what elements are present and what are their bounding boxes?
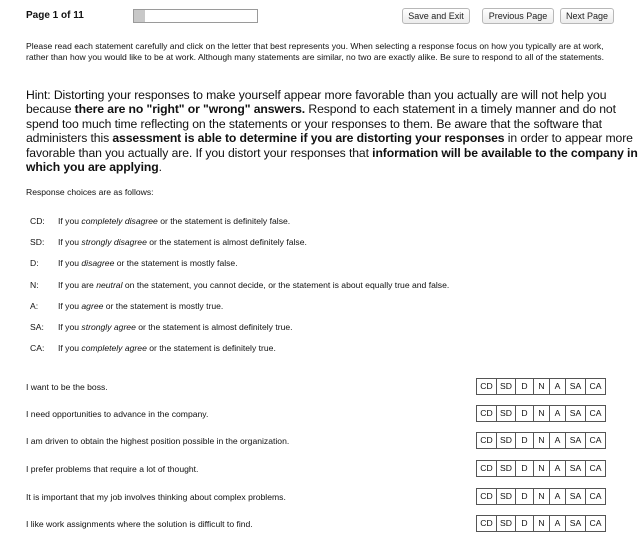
response-option-n[interactable]: N bbox=[534, 461, 550, 476]
choice-emphasis: disagree bbox=[81, 258, 115, 268]
hint-part-2: Respond to each statement in a timely manner and do not spend too much time reflecting on the statements or your responses to them. Be aware that the software that administers this bbox=[26, 102, 616, 146]
response-option-a[interactable]: A bbox=[550, 379, 566, 394]
response-option-cd[interactable]: CD bbox=[477, 516, 497, 531]
choice-n bbox=[30, 280, 449, 290]
choice-emphasis: completely disagree bbox=[81, 216, 158, 226]
response-option-sa[interactable]: SA bbox=[566, 461, 586, 476]
response-option-sa[interactable]: SA bbox=[566, 433, 586, 448]
response-scale bbox=[476, 515, 606, 532]
response-option-sa[interactable]: SA bbox=[566, 406, 586, 421]
response-option-sa[interactable]: SA bbox=[566, 379, 586, 394]
hint-bold-3: information will be available to the company in which you are applying bbox=[26, 145, 638, 175]
top-bar bbox=[0, 0, 640, 32]
response-option-a[interactable]: A bbox=[550, 406, 566, 421]
response-option-sd[interactable]: SD bbox=[497, 461, 516, 476]
statement-text: I need opportunities to advance in the company. bbox=[26, 409, 209, 419]
statement-text: I like work assignments where the solution is difficult to find. bbox=[26, 519, 253, 529]
hint-part-4: . bbox=[158, 160, 162, 175]
choice-sd bbox=[30, 237, 307, 247]
hint-bold-1: there are no "right" or "wrong" answers. bbox=[74, 102, 306, 117]
save-and-exit-button[interactable]: Save and Exit bbox=[402, 8, 470, 24]
choice-text: If you bbox=[58, 301, 82, 311]
choice-code: D: bbox=[30, 258, 39, 268]
response-scale bbox=[476, 488, 606, 505]
response-option-sa[interactable]: SA bbox=[566, 489, 586, 504]
choice-text: If you bbox=[58, 343, 82, 353]
response-option-d[interactable]: D bbox=[516, 461, 534, 476]
statement-text: I prefer problems that require a lot of thought. bbox=[26, 464, 199, 474]
choice-sa bbox=[30, 322, 293, 332]
response-option-cd[interactable]: CD bbox=[477, 433, 497, 448]
next-page-button[interactable]: Next Page bbox=[560, 8, 614, 24]
response-option-n[interactable]: N bbox=[534, 379, 550, 394]
response-option-ca[interactable]: CA bbox=[589, 408, 602, 418]
choice-ca bbox=[30, 343, 276, 353]
response-option-cd[interactable]: CD bbox=[477, 489, 497, 504]
choice-emphasis: completely agree bbox=[81, 343, 147, 353]
response-choices-title: Response choices are as follows: bbox=[26, 187, 154, 197]
response-scale bbox=[476, 460, 606, 477]
choice-cd bbox=[30, 216, 290, 226]
response-option-sd[interactable]: SD bbox=[497, 379, 516, 394]
response-option-ca[interactable]: CA bbox=[589, 491, 602, 501]
choice-text: If you bbox=[58, 216, 82, 226]
statement-text: I want to be the boss. bbox=[26, 382, 108, 392]
choice-text: or the statement is almost definitely true. bbox=[135, 322, 293, 332]
choice-text: or the statement is mostly false. bbox=[114, 258, 238, 268]
response-option-n[interactable]: N bbox=[534, 406, 550, 421]
response-option-cd[interactable]: CD bbox=[477, 461, 497, 476]
statement-text: I am driven to obtain the highest position possible in the organization. bbox=[26, 436, 290, 446]
previous-page-button[interactable]: Previous Page bbox=[482, 8, 554, 24]
response-option-n[interactable]: N bbox=[534, 433, 550, 448]
page-indicator: Page 1 of 11 bbox=[26, 10, 84, 21]
response-option-ca[interactable]: CA bbox=[589, 381, 602, 391]
response-option-ca[interactable]: CA bbox=[589, 518, 602, 528]
instructions-text: Please read each statement carefully and click on the letter that best represents you. When selecting a response focus on how you typically are at work, rather than how you would like to be at work. Although many statements are similar, no two are exactly alike. Be sure to respond to all of the statements. bbox=[26, 41, 604, 62]
response-option-sd[interactable]: SD bbox=[497, 406, 516, 421]
response-option-sd[interactable]: SD bbox=[497, 516, 516, 531]
response-option-d[interactable]: D bbox=[516, 516, 534, 531]
hint-part-3: in order to appear more favorable than you actually are. If you distort your responses that bbox=[26, 131, 633, 160]
response-option-sa[interactable]: SA bbox=[566, 516, 586, 531]
response-option-a[interactable]: A bbox=[550, 433, 566, 448]
hint-bold-2: assessment is able to determine if you are distorting your responses bbox=[112, 131, 505, 146]
choice-text: or the statement is mostly true. bbox=[103, 301, 224, 311]
progress-bar-fill bbox=[134, 10, 145, 22]
choice-emphasis: strongly agree bbox=[81, 322, 136, 332]
response-option-cd[interactable]: CD bbox=[477, 379, 497, 394]
response-option-a[interactable]: A bbox=[550, 489, 566, 504]
response-option-sd[interactable]: SD bbox=[497, 433, 516, 448]
response-option-n[interactable]: N bbox=[534, 489, 550, 504]
choice-text: or the statement is definitely false. bbox=[157, 216, 291, 226]
choice-code: CA: bbox=[30, 343, 45, 353]
choice-text: If you are bbox=[58, 280, 97, 290]
response-option-ca[interactable]: CA bbox=[589, 435, 602, 445]
choice-text: or the statement is almost definitely false. bbox=[146, 237, 307, 247]
response-option-cd[interactable]: CD bbox=[477, 406, 497, 421]
response-option-a[interactable]: A bbox=[550, 516, 566, 531]
response-option-a[interactable]: A bbox=[550, 461, 566, 476]
response-scale bbox=[476, 432, 606, 449]
response-scale bbox=[476, 405, 606, 422]
response-option-d[interactable]: D bbox=[516, 406, 534, 421]
choice-text: on the statement, you cannot decide, or the statement is about equally true and false. bbox=[122, 280, 450, 290]
choice-emphasis: strongly disagree bbox=[81, 237, 147, 247]
choice-text: If you bbox=[58, 258, 82, 268]
choice-text: If you bbox=[58, 322, 82, 332]
statement-text: It is important that my job involves thinking about complex problems. bbox=[26, 492, 286, 502]
response-option-d[interactable]: D bbox=[516, 379, 534, 394]
choice-text: If you bbox=[58, 237, 82, 247]
choice-code: SA: bbox=[30, 322, 44, 332]
response-option-d[interactable]: D bbox=[516, 489, 534, 504]
response-option-sd[interactable]: SD bbox=[497, 489, 516, 504]
progress-bar bbox=[133, 9, 258, 23]
choice-code: A: bbox=[30, 301, 39, 311]
choice-text: or the statement is definitely true. bbox=[146, 343, 276, 353]
response-option-d[interactable]: D bbox=[516, 433, 534, 448]
hint-text bbox=[26, 88, 638, 174]
response-option-n[interactable]: N bbox=[534, 516, 550, 531]
choice-emphasis: neutral bbox=[96, 280, 123, 290]
choice-emphasis: agree bbox=[81, 301, 104, 311]
choice-code: N: bbox=[30, 280, 39, 290]
choice-code: SD: bbox=[30, 237, 45, 247]
response-option-ca[interactable]: CA bbox=[589, 463, 602, 473]
choice-code: CD: bbox=[30, 216, 45, 226]
response-scale bbox=[476, 378, 606, 395]
choice-d bbox=[30, 258, 238, 268]
choice-a bbox=[30, 301, 223, 311]
hint-part-1: Hint: Distorting your responses to make yourself appear more favorable than you actually are will not help you because bbox=[26, 88, 607, 117]
